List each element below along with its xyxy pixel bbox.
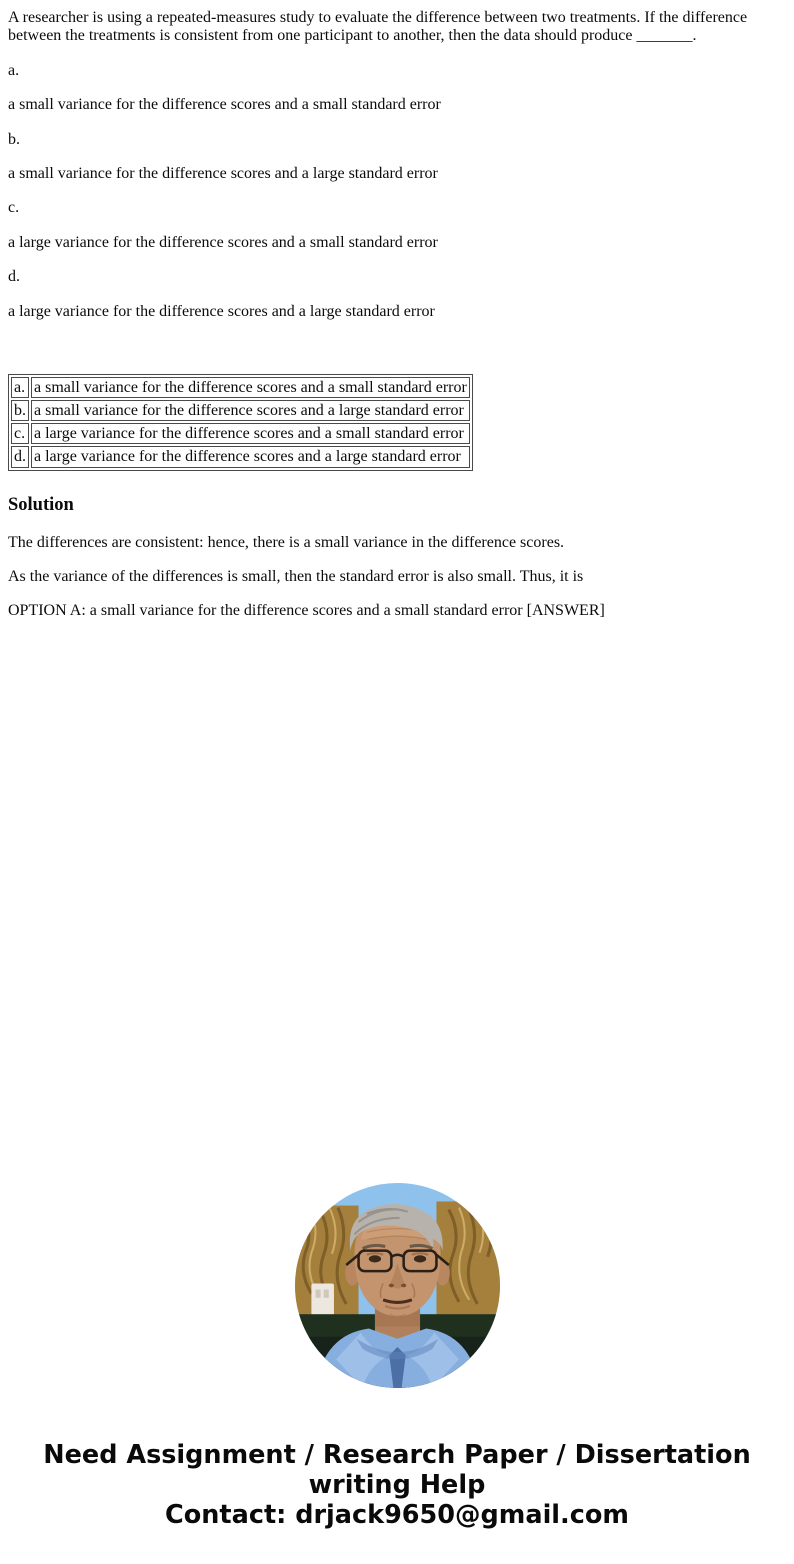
- option-a-label: a.: [8, 61, 20, 79]
- option-b-text: a small variance for the difference scores and a large standard error: [8, 164, 438, 182]
- footer-help-heading: Need Assignment / Research Paper / Dissertation writing Help: [43, 1439, 751, 1500]
- option-d-label: d.: [8, 268, 20, 286]
- footer-contact-email: Contact: drjack9650@gmail.com: [165, 1499, 629, 1530]
- question-text: A researcher is using a repeated-measures study to evaluate the difference between two treatments. If the difference between the treatments is consistent from one participant to another, then the data should produce _______.: [8, 9, 748, 45]
- solution-heading: Solution: [8, 494, 74, 515]
- option-c-label: c.: [8, 199, 20, 217]
- option-letter-cell: d.: [11, 446, 29, 467]
- table-row: [11, 400, 470, 421]
- option-text-cell: a small variance for the difference scores and a large standard error: [31, 400, 470, 421]
- option-d-text: a large variance for the difference scores and a large standard error: [8, 302, 435, 320]
- tutor-portrait-photo: [295, 1183, 500, 1388]
- table-row: [11, 446, 470, 467]
- option-b-label: b.: [8, 130, 20, 148]
- spacer: [8, 337, 786, 374]
- option-letter-cell: c.: [11, 423, 29, 444]
- answer-options-table: [8, 374, 473, 471]
- option-letter-cell: a.: [11, 377, 29, 398]
- option-letter-cell: b.: [11, 400, 29, 421]
- option-text-cell: a small variance for the difference scores and a small standard error: [31, 377, 470, 398]
- portrait-photo-graphic: [295, 1183, 500, 1388]
- spacer: [8, 637, 786, 1183]
- option-text-cell: a large variance for the difference scores and a small standard error: [31, 423, 470, 444]
- solution-paragraph-2: As the variance of the differences is small, then the standard error is also small. Thus, it is: [8, 568, 584, 586]
- solution-paragraph-3: OPTION A: a small variance for the difference scores and a small standard error [ANSWER]: [8, 602, 605, 620]
- option-a-text: a small variance for the difference scores and a small standard error: [8, 96, 441, 114]
- table-row: [11, 423, 470, 444]
- solution-paragraph-1: The differences are consistent: hence, there is a small variance in the difference scores.: [8, 533, 565, 551]
- option-c-text: a large variance for the difference scores and a small standard error: [8, 233, 438, 251]
- table-row: [11, 377, 470, 398]
- option-text-cell: a large variance for the difference scores and a large standard error: [31, 446, 470, 467]
